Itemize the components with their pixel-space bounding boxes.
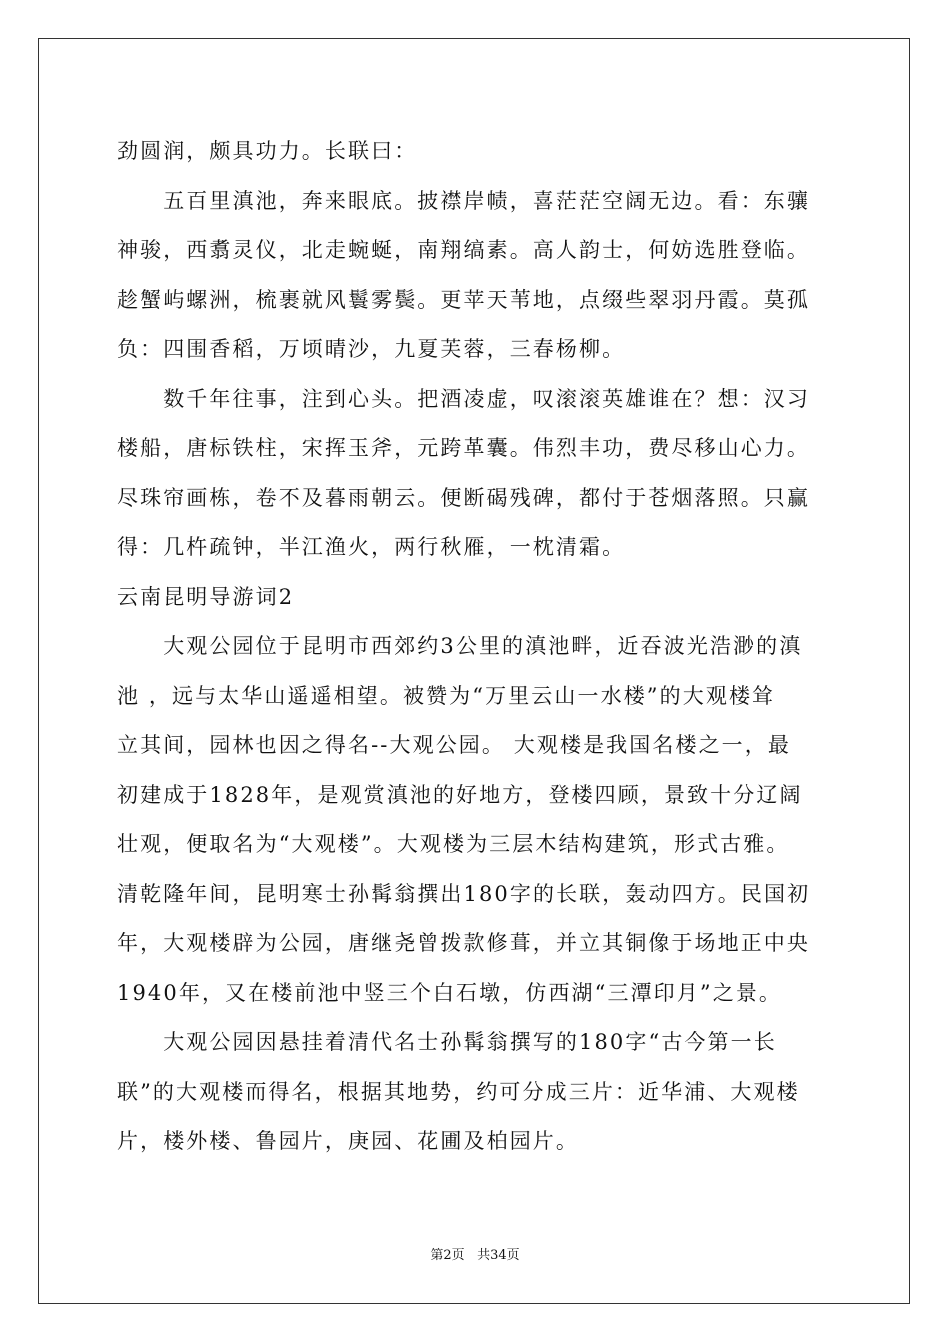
page-total: 共34页 — [477, 1248, 520, 1263]
text-line: 年，大观楼辟为公园，唐继尧曾拨款修葺，并立其铜像于场地正中央 — [117, 931, 810, 955]
page-number: 第2页 — [430, 1248, 465, 1263]
text-line: 尽珠帘画栋，卷不及暮雨朝云。便断碣残碑，都付于苍烟落照。只赢 — [117, 485, 810, 510]
text-line: 神骏，西翥灵仪，北走蜿蜒，南翔缟素。高人韵士，何妨选胜登临。 — [117, 238, 810, 262]
page-footer — [0, 1244, 950, 1263]
text-line: 池 ，远与太华山遥遥相望。被赞为“万里云山一水楼”的大观楼耸 — [117, 683, 776, 708]
section-heading: 云南昆明导游词2 — [117, 584, 295, 609]
text-line: 大观公园因悬挂着清代名士孙髯翁撰写的180字“古今第一长 — [117, 1030, 777, 1054]
text-line: 五百里滇池，奔来眼底。披襟岸帻，喜茫茫空阔无边。看：东骧 — [117, 188, 810, 213]
text-line: 清乾隆年间，昆明寒士孙髯翁撰出180字的长联，轰动四方。民国初 — [117, 881, 811, 906]
document-body — [117, 127, 833, 1167]
text-line: 楼船，唐标铁柱，宋挥玉斧，元跨革囊。伟烈丰功，费尽移山心力。 — [117, 436, 810, 460]
text-line: 数千年往事，注到心头。把酒凌虚，叹滚滚英雄谁在？想：汉习 — [117, 386, 810, 411]
text-line: 得：几杵疏钟，半江渔火，两行秋雁，一枕清霜。 — [117, 535, 626, 559]
text-line: 负：四围香稻，万顷晴沙，九夏芙蓉，三春杨柳。 — [117, 337, 626, 361]
text-line: 立其间，园林也因之得名--大观公园。 大观楼是我国名楼之一，最 — [117, 733, 791, 757]
text-line: 联”的大观楼而得名，根据其地势，约可分成三片：近华浦、大观楼 — [117, 1079, 800, 1104]
text-line: 片，楼外楼、鲁园片，庚园、花圃及柏园片。 — [117, 1129, 579, 1153]
text-line: 1940年，又在楼前池中竖三个白石墩，仿西湖“三潭印月”之景。 — [117, 980, 783, 1005]
text-line: 劲圆润，颇具功力。长联曰： — [117, 139, 418, 163]
text-line: 壮观，便取名为“大观楼”。大观楼为三层木结构建筑，形式古雅。 — [117, 832, 790, 856]
text-line: 初建成于1828年，是观赏滇池的好地方，登楼四顾，景致十分辽阔 — [117, 782, 803, 807]
text-line: 趁蟹屿螺洲，梳裹就风鬟雾鬓。更苹天苇地，点缀些翠羽丹霞。莫孤 — [117, 287, 810, 312]
text-line: 大观公园位于昆明市西郊约3公里的滇池畔，近吞波光浩渺的滇 — [117, 634, 803, 658]
